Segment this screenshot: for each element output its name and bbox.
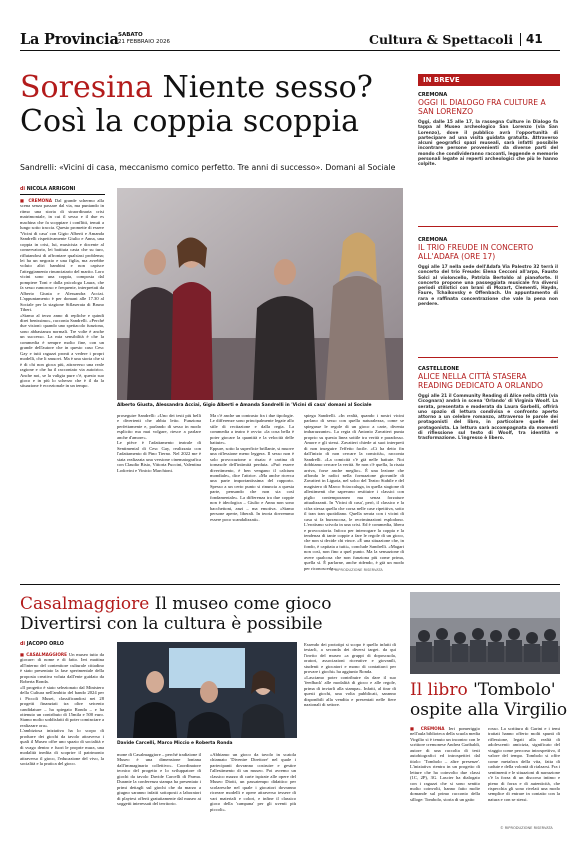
top-subtitle: Sandrelli: «Vicini di casa, meccanismo comico perfetto. Tre anni di successo». Domani al Sociale (20, 163, 396, 172)
sidebar-banner-label: IN BREVE (423, 76, 460, 84)
sidebar-item-title: IL TRIO FREUDE IN CONCERTO ALL'ADAFA (ORE 17) (418, 243, 534, 261)
top-col2-p1: proseguire Sandrelli: «Uno dei testi più belli e divertenti che abbia letto. Funziona perfettamente e, parlando di sesso in modo esplicito ma mai volgare, riesce a parlare anche d'amore». (117, 413, 201, 440)
second-col1-p1: Un museo tutto da giocare: di nome e di fatto. Ieri mattina all'interno del contenitore culturale cittadino è stato presentato la fase sperimentale della proposta creativa voluta dall'ente guidato da Roberta Ronda. (20, 652, 104, 685)
second-col4-p2: «Lasciamo poter contribuire da dare il suo 'feedback' alle modalità di gioco e alle regole, prima di inviarli alla stampa». Infatti, al tirar di questi giochi, una volta pubblicati, saranno disponibili alla vendita e presentati nelle fiere nazionali di settore. (304, 674, 396, 707)
byline-name: JACOPO ORLO (26, 642, 64, 647)
top-col1-p2: «Siamo al terzo anno di repliche e quindi direi benissimo», racconta Sandrelli. «Perché due visioni: quando uno spettacolo funziona, sono abbastanza normali. Tre volte è anche un successo. La mia sensibilità è che la commedia è sempre molto fine, con un grande dell'autore che in questo caso Cesc Gay e tutti ragazzi pronti a vedere i propri modelli, che li smuovi. Ma è una storia che si è di chi non gioca più, attraverso una reale ragione e che ha il raccontato via autoirico. Anche noi, se la valigia pure c'è, questo suo gioco e in più lo scherzo che è il da la situazione è eccezionale in un tempo. (20, 312, 104, 389)
second-headline-a: Il museo come gioco (154, 594, 332, 614)
third-story-column-2 (488, 726, 560, 824)
top-story-column-3 (210, 413, 294, 576)
sidebar-item-text: Oggi alle 17 nella sede dell'Adafa Via Palestro 32 terrà il concerto del trio Freude: Elena Cecconi all'arpa, Fausto Solci al violoncello, Patrizia Bertoldo al pianoforte. Il concerto propone una passeggiata musicale fra diversi periodi stilistici con brani di Mozart, Clementi, Haydn, Faure, Tchaikovsky e Offenbach. Un appuntamento di rara e raffinata concentrazione che vale la pena non perdere. (418, 265, 558, 308)
museum-photo-illustration (117, 642, 297, 738)
classroom-photo-illustration (410, 592, 560, 674)
dateline: ■ CREMONA (410, 726, 449, 731)
second-story-column-4 (304, 642, 396, 830)
sidebar-item-title: OGGI IL DIALOGO FRA CULTURE A SAN LORENZO (418, 98, 546, 116)
top-headline-b: Così la coppia scoppia (20, 104, 359, 139)
section-divider (20, 584, 560, 585)
top-col1-p1: Dal grande schermo alla scena senza passare dal via, ma puntando in ritmo una storia di straordinaria crisi matrimoniale, in cui il sesso e il due es machina che fa scoppiare i conflitti, tenuti a lungo sotto traccia. Questo promette di essere 'Vicini di casa' con Gigio Alberti e Amanda Sandrelli rispettivamente Giulio e Anna, una coppia in crisi, lui, musicista e docente al conservatorio, lei battiuta casta che su turo, riflutandosi di affrontare qualsiasi problema; lei ha un negozio e una figlia, ma avrebbe voluto altri bambini e non capisce l'atteggiamento rinunciatario del marito. Loro vicini sono una coppia, composta dal pompiere Toni e dalla psicologa Laura, che fa sesso rumoroso e frequente, interpretati da Alberto Giusta e Alessandra Acciai. L'appuntamento è per domani alle 17.30 al Sociale per la stagione Siflaserata di Bruno Tiberi. (20, 198, 104, 313)
top-headline-a: Niente sesso? (162, 70, 373, 105)
issue-day: SABATO (118, 32, 143, 38)
sidebar-item-title: ALICE NELLA CITTÀ STASERA READING DEDICATO A ORLANDO (418, 372, 543, 390)
sidebar-item-place: CREMONA (418, 92, 448, 98)
page-number: 41 (526, 32, 543, 46)
third-col1-p1: Ieri pomeriggio nell'aula biblioteca della scuola media Virgilio si è tenuto un incontro con le scrittore cremonese Andrea Garibaldi, autore di una raccolta di testi autobiografici ed introspettivi dal titolo: 'Tombolo – altre presenze'. L'iniziativa rientra in un progetto di letture che ha coinvolto due classi (1C, 2P), 3G. Lascier ha dialogato con i ragazzi che si sono sentito molto coinvolti, hanno fatto molte domande sul primo racconto della silloge: Tombolo, storia di un gatto (410, 726, 480, 802)
top-col2-p2: Le pièce è l'adattamento teatrale di Sentimental di Cesc Gay, realizzata con l'adattamento di Pino Tierno. Nel 2022 me è stata realizzata una versione cinematografica con Claudio Bisio, Vittoria Puccini, Valentina Lodovini e Vinicio Marchioni. (117, 440, 201, 473)
third-headline-b: 'Tombolo' (473, 680, 556, 700)
byline-rule (20, 194, 105, 195)
second-col2-p1: mone di Casalmaggiore – perché tradizione il Museo è una dimensione lontana dall'immaginario collettivo». Coordinatore tecnico del progetto e lo sviluppatore di giochi da tavolo Davide Carcelli di Parma. Durante la conferenza stampa ha presentato i primi dettagli sul giochi che da marzo a giugno saranno infatti sottoposti a laboratori di playtest offerti gratuitamente dal museo ai soggetti interessati del territorio. (117, 752, 201, 807)
third-headline-a: Il libro (410, 680, 468, 700)
sidebar-item-text: Oggi alle 21 il Community Reading di Alice nella città (via Cicognara) andrà in scena 'Orlando' di Virginia Woolf. La serata, presentata e moderata da Laura Garbelli, offrirà uno spazio di lettura condivisa e confronto aperto attorno a un celebre romanzo, attraverso le parole dei protagonisti del libro, in particolare quelle del protagonista. La lettura sarà accompagnata da momenti di riflessione sul testo di Woolf, tra identità e trasformazione. L'ingresso è libero. (418, 394, 558, 442)
top-col3-p1: Ma c'è anche un contrasto fra i due tipologie. Le differenze sono principalmente legate allo stile di recitazione e dalla regia. La commedia a teatro è ovvia: «la cosa bella è poter giocare la quantità e la velocità delle battute». (210, 413, 294, 446)
dateline: ■ CASALMAGGIORE (20, 652, 69, 657)
sidebar-item (418, 366, 558, 490)
third-end-credit: © RIPRODUZIONE RISERVATA (500, 826, 553, 830)
third-story-photo (410, 592, 560, 674)
second-col3-p1: «Abbiamo un gioco da tavolo in scatola chiamato 'Divenire Direttore' nel quale i partecipanti dovranno costruire e gestire l'allestimento di un museo. Poi avremo un classico mazzo di carte ispirate alle opere del Museo Diotti, un passatempo didattico per scolaresche nel quale i giocatori dovranno ricreare modelli e opere attraverso tessere di vari materiali e colori, e infine il classico gioco della 'campana' per gli uventi più piccoli». (210, 752, 296, 812)
sidebar-item (418, 237, 558, 349)
second-byline (20, 642, 64, 647)
sidebar-banner (418, 74, 560, 86)
top-story-column-1 (20, 198, 104, 576)
masthead-rule (20, 50, 560, 51)
top-end-credit: © RIPRODUZIONE RISERVATA (330, 568, 383, 572)
second-headline-b: Divertirsi con la cultura è possibile (20, 614, 323, 634)
newspaper-logo: La Provincia (20, 31, 119, 48)
second-col4-p1: Essendo dei prototipi si scopo è quello infatti di testarli, a seconda dei diversi target. da qui l'invito del museo «a gruppi di doposcuola, oratori, associazioni ricreative e giovanili, studenti e giocatori e mono di contattarci per provare i giochi» ha aggiunto Ronda. (304, 642, 396, 675)
byline-prefix: di (20, 187, 26, 192)
third-story-column-1 (410, 726, 480, 830)
third-headline-line1 (410, 680, 556, 700)
sidebar-item-text: Oggi, dalle 15 alle 17, la rassegna Culture in Dialogo fa tappa al Museo archeologico San Lorenzo (via San Lorenzo), dove il pubblico avrà l'opportunità di partecipare ad una visita guidata gratuita. Attraverso alcuni geografici spazi museali, sarà infatti possibile incontrare persone provenienti da diverse parti del mondo che condivideranno racconti, leggende e memorie personali legate ai reperti archeologici che più le hanno colpite. (418, 120, 558, 168)
section-title: Cultura & Spettacoli (369, 32, 514, 47)
second-headline-line1 (20, 594, 331, 614)
top-byline (20, 187, 75, 192)
cast-photo-illustration (117, 188, 403, 400)
third-col2-p1: rosso. La scrittura di Garini e i temi trattati hanno offerto molti spunti di riflessione, legati alla realtà di adolescenti: amicizia, significato del viaggio come percorso introspettivo, il valore del tempo. Tombolo si offre come metafora della vita, fatta di cadute e della volontà di rialzarsi. Fra i sentimenti e le situazioni di narrazione c'è la forza di un discorso intimo e pieno di forza e di autenticità, che rispecchia gli sono rivelati una modo semplice di entrare in contatto con la natura e con se stessi. (488, 726, 560, 802)
top-photo-caption: Alberto Giusta, Alessandra Acciai, Gigio Alberti e Amanda Sandrelli in 'Vicini di casa' domani al Sociale (117, 403, 372, 408)
sidebar-divider (418, 357, 558, 358)
second-photo-caption: Davide Carcelli, Marco Miccio e Roberta Ronda (117, 741, 233, 746)
byline-name: NICOLA ARRIGONI (26, 187, 76, 192)
dateline: ■ CREMONA (20, 198, 55, 203)
second-kicker: Casalmaggiore (20, 594, 150, 614)
masthead (0, 0, 580, 50)
sidebar-item (418, 92, 558, 220)
top-kicker: Soresina (20, 70, 153, 105)
second-story-column-1 (20, 652, 104, 832)
sidebar-divider (418, 226, 558, 227)
second-story-column-2 (117, 752, 201, 832)
second-story-photo (117, 642, 297, 738)
third-headline-c: ospite alla Virgilio (410, 700, 568, 720)
issue-date: 21 FEBBRAIO 2026 (118, 39, 170, 45)
second-story-column-3 (210, 752, 296, 832)
top-story-photo (117, 188, 403, 400)
top-story-column-2 (117, 413, 201, 576)
sidebar-item-place: CREMONA (418, 237, 448, 243)
byline-prefix: di (20, 642, 26, 647)
page-number-divider (520, 33, 521, 46)
top-col4-p1: spiega Sandrelli. «In realtà, quando i nostri vicini parlano di sesso con quella naturalezza, come se spiegasse le regole di un gioco a carte, diventa imbarazzante». La regia di Antonio Zavatteri punta proprio su questa linea sottile tra verità e paradosso. Amore e gli stessi. Zavatteri chiede ai suoi interpreti di non inseguire l'effetto facile. «Ci ha detto fin dall'inizio di non cercare la comicità», racconta Sandrelli. «La comicità c'è già nelle battute. Noi dobbiamo cercare la verità. Se non c'è quella, la risata arriva, forse anche meglio». È una lezione che affonda le radici nella formazione giovanile di Zavatteri in Liguria, nel solco del Teatro Stabile e del magistero di Marco Sciaccaluga, in quella stagione di allestimenti che sapevano restituire i classici con piglio contemporaneo ma senza forzature attualizzanti. In 'Vicini di casa', però, il classico e la cifra stessa quella che corsa nelle case ripetitiva, sotto il tran tran quotidiano. Quella serata con i vicini di casa si fa burrascosa, le recriminazioni esplodono. L'erotismo scivola in una crisi. Ed è commedia, libera e provocatoria. Infoco per interrogare la coppia e la tendenza di tante coppie a fare le regole di un gioco, che non si decide chi vince. «È una situazione che, in fondo, è capitata a tutti», conclude Sandrelli. «Magari non così, non fino a quel punto. Ma la sensazione di avere qualcosa che non funziona più come prima, quella sì. È parlarne, anche ridendo, è già un modo per riconoscerla». (304, 413, 404, 571)
top-col3-p2: Eppure, sotto la superficie brillante, si muove una riflessione meno leggera. Il sesso non è solo provocazione o risata: è cartina di tornasole dell'intimità perduta. «Può essere divertimento, è ben vengano il calcium mondiale», dice l'attrice. «Ma anche ricerca una parte importantissima del rapporto. Spesso a un certo punto si rinuncia a questa parte, pensando che non sia così fondamentale». La differenza tra due coppie non è ideologica – Giulio e Anna non sono bacchettoni, anzi – ma emotiva. «Siamo persone aperte, liberali. In teoria dovremmo essere poco scandalizzati». (210, 445, 294, 522)
second-col1-p2: «Il progetto è stato selezionato dal Ministero della Cultura nell'ambito del bando 2024 per i Piccoli Musei, classificandosi nei 28 progetti finanziati tra oltre seicento candidature – ha spiegato Ronda – e ha ottenuto un contributo di 15mila e 500 euro. Siamo molto soddisfatti di poter cominciare a realizzare ora». (20, 684, 104, 728)
second-col1-p3: L'ambiziosa iniziativa ha lo scopo di produrre dei giochi da tavolo attraverso i quali il Museo offre uno spazio di socialità e di svago dentro e fuori le proprie mura, una modalità inedita di scoprire il patrimonio attraverso il gioco, l'educazione del vivo, la socialità e la pratica del gioco. (20, 728, 104, 767)
top-headline-line1 (20, 72, 373, 104)
sidebar-item-place: CASTELLEONE (418, 366, 460, 372)
